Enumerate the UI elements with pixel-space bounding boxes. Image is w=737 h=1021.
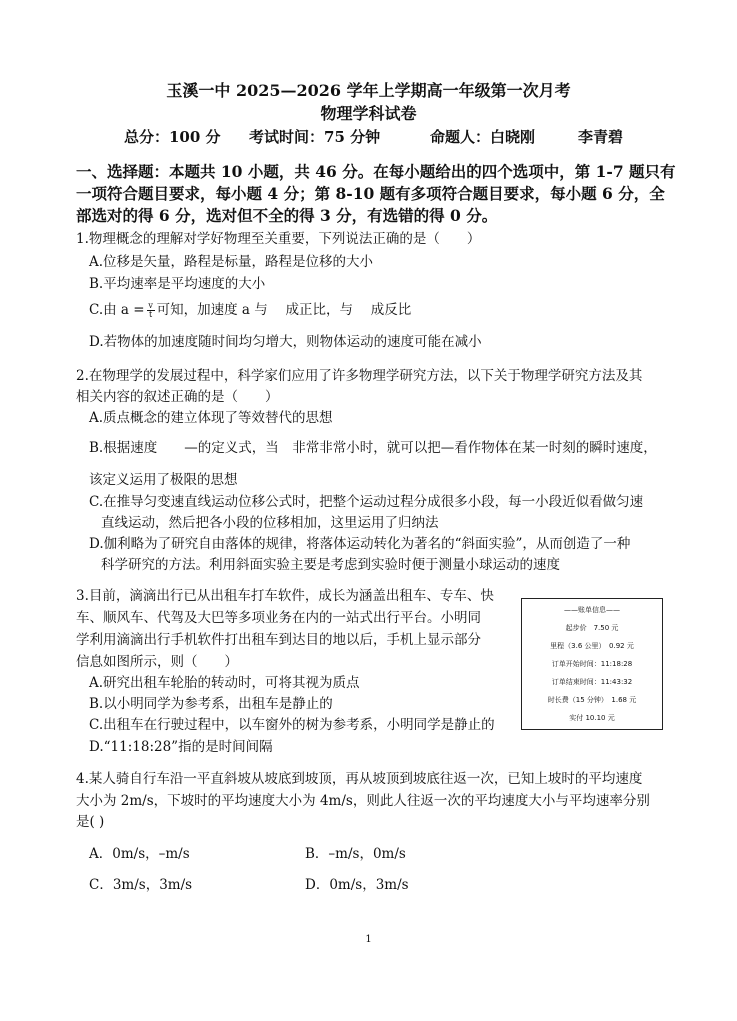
bill-duration-fee: 时长费（15 分钟） 1.68 元 bbox=[547, 696, 637, 704]
fraction-numerator: v bbox=[148, 301, 153, 310]
page-number: 1 bbox=[365, 934, 372, 945]
q2-option-b-line-1: B.根据速度 —的定义式，当 非常非常小时，就可以把—看作物体在某一时刻的瞬时速度， bbox=[89, 440, 657, 456]
exam-subtitle: 物理学科试卷 bbox=[320, 104, 417, 123]
bill-title: ——账单信息—— bbox=[564, 606, 620, 614]
bill-start-fee: 起步价 7.50 元 bbox=[565, 624, 619, 632]
bill-order-end: 订单结束时间：11:43:32 bbox=[551, 678, 633, 686]
q4-option-a: A．0m/s，–m/s bbox=[89, 846, 190, 862]
q2-option-c-line-2: 直线运动，然后把各小段的位移相加，这里运用了归纳法 bbox=[101, 515, 439, 531]
q1-option-c-suffix: 可知，加速度 a 与 成正比，与 成反比 bbox=[156, 302, 412, 318]
author: 命题人：白晓刚 bbox=[430, 128, 536, 146]
author-2: 李青碧 bbox=[578, 128, 624, 146]
q2-option-a: A.质点概念的建立体现了等效替代的思想 bbox=[89, 410, 333, 426]
q4-stem-line-2: 大小为 2m/s，下坡时的平均速度大小为 4m/s，则此人往返一次的平均速度大小与平均速率分别 bbox=[76, 793, 650, 809]
bill-order-start: 订单开始时间：11:18:28 bbox=[551, 660, 633, 668]
q3-option-b: B.以小明同学为参考系，出租车是静止的 bbox=[89, 696, 333, 712]
q4-option-d: D．0m/s，3m/s bbox=[305, 877, 409, 893]
section-heading-line-1: 一、选择题：本题共 10 小题，共 46 分。在每小题给出的四个选项中，第 1-7 题只有 bbox=[76, 162, 676, 181]
section-heading-line-3: 部选对的得 6 分，选对但不全的得 3 分，有选错的得 0 分。 bbox=[76, 206, 498, 225]
q2-option-d-line-1: D.伽利略为了研究自由落体的规律，将落体运动转化为著名的“斜面实验”，从而创造了一种 bbox=[89, 536, 631, 552]
q2-option-c-line-1: C.在推导匀变速直线运动位移公式时，把整个运动过程分成很多小段，每一小段近似看做匀速 bbox=[89, 494, 644, 510]
q3-option-d: D.“11:18:28”指的是时间间隔 bbox=[89, 739, 273, 755]
q2-stem-line-1: 2.在物理学的发展过程中，科学家们应用了许多物理学研究方法，以下关于物理学研究方法及其 bbox=[76, 368, 643, 384]
q2-option-d-line-2: 科学研究的方法。利用斜面实验主要是考虑到实验时便于测量小球运动的速度 bbox=[101, 557, 560, 573]
exam-title: 玉溪一中 2025—2026 学年上学期高一年级第一次月考 bbox=[166, 81, 571, 100]
q1-option-c bbox=[89, 298, 411, 319]
section-heading-line-2: 一项符合题目要求，每小题 4 分；第 8-10 题有多项符合题目要求，每小题 6 分，全 bbox=[76, 184, 665, 203]
q3-option-a: A.研究出租车轮胎的转动时，可将其视为质点 bbox=[89, 675, 360, 691]
q3-stem-line-4: 信息如图所示，则（ ） bbox=[76, 654, 238, 670]
bill-info-figure bbox=[521, 598, 663, 730]
exam-time: 考试时间：75 分钟 bbox=[249, 128, 381, 146]
q3-stem-line-1: 3.目前，滴滴出行已从出租车打车软件，成长为涵盖出租车、专车、快 bbox=[76, 588, 494, 604]
total-score: 总分：100 分 bbox=[124, 128, 221, 146]
q4-stem-line-3: 是( ) bbox=[76, 814, 105, 830]
q4-stem-line-1: 4.某人骑自行车沿一平直斜坡从坡底到坡顶，再从坡顶到坡底往返一次，已知上坡时的平均速度 bbox=[76, 771, 643, 787]
fraction-v-over-t bbox=[147, 302, 155, 319]
q1-option-b: B.平均速率是平均速度的大小 bbox=[89, 276, 266, 292]
bill-mileage: 里程（3.6 公里） 0.92 元 bbox=[550, 642, 634, 650]
q2-option-b-line-2: 该定义运用了极限的思想 bbox=[89, 472, 238, 488]
bill-paid: 实付 10.10 元 bbox=[569, 714, 615, 722]
q3-stem-line-2: 车、顺风车、代驾及大巴等多项业务在内的一站式出行平台。小明同 bbox=[76, 610, 481, 626]
q1-stem: 1.物理概念的理解对学好物理至关重要，下列说法正确的是（ ） bbox=[76, 231, 481, 247]
q4-option-b: B．–m/s，0m/s bbox=[305, 846, 406, 862]
fraction-denominator: t bbox=[148, 310, 153, 319]
q1-option-a: A.位移是矢量，路程是标量，路程是位移的大小 bbox=[89, 254, 374, 270]
q3-stem-line-3: 学利用滴滴出行手机软件打出租车到达目的地以后，手机上显示部分 bbox=[76, 632, 481, 648]
q1-option-c-prefix: C.由 a = bbox=[89, 302, 145, 318]
q2-stem-line-2: 相关内容的叙述正确的是（ ） bbox=[76, 389, 279, 405]
q1-option-d: D.若物体的加速度随时间均匀增大，则物体运动的速度可能在减小 bbox=[89, 334, 482, 350]
q3-option-c: C.出租车在行驶过程中，以车窗外的树为参考系，小明同学是静止的 bbox=[89, 717, 495, 733]
q4-option-c: C．3m/s，3m/s bbox=[89, 877, 193, 893]
